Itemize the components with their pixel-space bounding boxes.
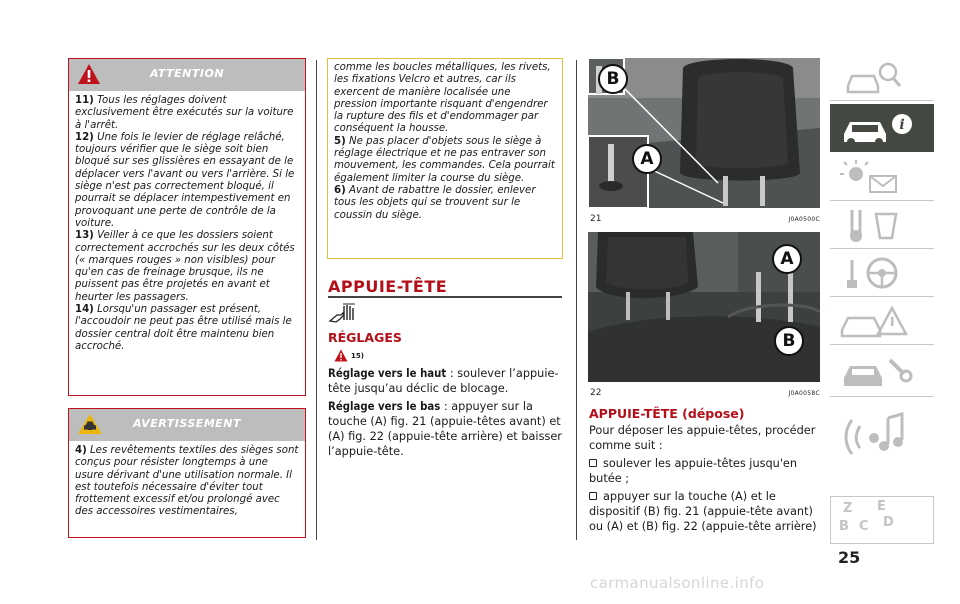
- figure-21-code: J0A0500C: [788, 216, 820, 223]
- continued-text: comme les boucles métalliques, les rivets, les fixations Velcro et autres, car ils exercent de manière localisée une pression importante risquant d'engendrer la rupture des fils et d'endommager par conséquent la housse.: [334, 62, 551, 135]
- depose-heading: APPUIE-TÊTE (dépose): [589, 406, 745, 421]
- figure-22-caption: [590, 388, 820, 398]
- sidebar-tab-index[interactable]: [830, 496, 934, 544]
- index-letter: Z: [843, 501, 853, 516]
- column-divider: [316, 60, 317, 540]
- index-letter: B: [839, 519, 849, 534]
- depose-bullet: soulever les appuie-têtes jusqu'en butée ;: [589, 457, 798, 485]
- attention-item: 14) Lorsqu'un passager est présent, l'accoudoir ne peut pas être utilisé mais le dossier central doit être maintenu bien accroché.: [75, 304, 292, 352]
- sidebar-tab-maintenance[interactable]: [830, 350, 934, 392]
- sidebar-separator: [830, 248, 934, 249]
- heading-rule: [328, 296, 562, 298]
- reglage-bas: Réglage vers le bas : appuyer sur la touche (A) fig. 21 (appuie-têtes avant) et (A) fig. 22 (appuie-tête arrière) et baisser l’appuie-tête.: [328, 400, 562, 458]
- sidebar-tab-starting-driving[interactable]: [830, 252, 934, 294]
- sidebar-separator: [830, 396, 934, 397]
- figure-22-label-b: B: [774, 326, 804, 356]
- sidebar-separator: [830, 200, 934, 201]
- watermark-text: carmanualsonline.info: [590, 574, 765, 592]
- figure-21-caption: [590, 214, 820, 224]
- avertissement-title: AVERTISSEMENT: [132, 417, 241, 430]
- warning-ref-number: 15): [351, 352, 364, 360]
- attention-title: ATTENTION: [149, 67, 225, 80]
- attention-item: 13) Veiller à ce que les dossiers soient correctement accrochés sur les deux côtés (« marques rouges » non visibles) pour qu'en cas de freinage brusque, ils ne puissent pas être projetés en avant et heurter les passagers.: [75, 230, 295, 303]
- bullet-icon: [589, 492, 597, 500]
- maintenance-icon: [830, 350, 934, 392]
- figure-21-label-a: A: [632, 144, 662, 174]
- car-info-icon: [830, 104, 934, 152]
- index-letter: C: [859, 519, 869, 534]
- index-letter: E: [877, 499, 886, 514]
- bullet-icon: [589, 459, 597, 467]
- svg-text:i: i: [899, 117, 905, 133]
- sidebar-tab-emergency[interactable]: [830, 300, 934, 342]
- continued-item: 5) Ne pas placer d'objets sous le siège à réglage électrique et ne pas entraver son mouvement, les commandes. Cela pourrait également limiter la course du siège.: [334, 135, 555, 184]
- reglages-text: [328, 366, 562, 462]
- continued-item: 6) Avant de rabattre le dossier, enlever tous les objets qui se trouvent sur le coussin du siège.: [334, 184, 536, 221]
- attention-item: 11) Tous les réglages doivent exclusivement être exécutés sur la voiture à l'arrêt.: [75, 95, 294, 131]
- dashboard-search-icon: [830, 56, 934, 98]
- avertissement-body: [69, 441, 305, 523]
- figure-22-number: 22: [590, 388, 602, 398]
- appuie-tete-heading: APPUIE-TÊTE: [328, 277, 448, 296]
- attention-box: [68, 58, 306, 396]
- steering-wheel-icon: [830, 252, 934, 294]
- depose-intro: Pour déposer les appuie-têtes, procéder comme suit :: [589, 424, 816, 452]
- reglages-heading: RÉGLAGES: [328, 330, 402, 345]
- warning-ref-icon: [334, 349, 348, 362]
- continued-warning-body: [328, 59, 562, 226]
- adjust-hand-icon: [328, 302, 358, 324]
- figure-21-image: [588, 58, 820, 208]
- depose-bullet: appuyer sur la touche (A) et le dispositif (B) fig. 21 (appuie-tête avant) ou (A) et (B) fig. 22 (appuie-tête arrière): [589, 490, 817, 533]
- attention-item: 12) Une fois le levier de réglage relâché, toujours vérifier que le siège soit bien bloqué sur ses glissières en essayant de le déplacer vers l'avant ou vers l'arrière. Si le siège n'est pas correctement bloqué, il pourrait se déplacer intempestivement en provoquant une perte de contrôle de la voiture.: [75, 131, 295, 229]
- lights-messages-icon: [830, 156, 934, 198]
- figure-22-label-a: A: [772, 244, 802, 274]
- reglage-haut: Réglage vers le haut : soulever l’appuie-tête jusqu’au déclic de blocage.: [328, 367, 559, 395]
- depose-text: [589, 423, 821, 537]
- emergency-icon: [830, 300, 934, 342]
- sidebar-tab-lights-messages[interactable]: [830, 156, 934, 198]
- sidebar-separator: [830, 344, 934, 345]
- avertissement-box: [68, 408, 306, 538]
- figure-22-code: J0A0058C: [788, 390, 820, 397]
- sidebar-tab-safety[interactable]: [830, 204, 934, 246]
- continued-warning-box: [327, 58, 563, 259]
- figure-22-image: [588, 232, 820, 382]
- multimedia-icon: [830, 404, 934, 488]
- figure-21-number: 21: [590, 214, 602, 224]
- index-letter: D: [883, 515, 894, 530]
- sidebar-tab-car-info[interactable]: [830, 104, 934, 152]
- sidebar-separator: [830, 296, 934, 297]
- attention-header: [69, 59, 305, 91]
- attention-body: [69, 91, 305, 357]
- avertissement-item: 4) Les revêtements textiles des sièges sont conçus pour résister longtemps à une usure dérivant d'une utilisation normale. Il est toutefois nécessaire d'éviter tout frottement excessif et/ou prolongé avec des accessoires vestimentaires,: [75, 445, 299, 518]
- avertissement-header: [69, 409, 305, 441]
- figure-21-label-b: B: [598, 64, 628, 94]
- safety-icon: [830, 204, 934, 246]
- column-divider: [576, 60, 577, 540]
- page-number: 25: [838, 548, 861, 567]
- sidebar-separator: [830, 100, 934, 101]
- sidebar-tab-dashboard[interactable]: [830, 56, 934, 98]
- sidebar-tab-multimedia[interactable]: [830, 404, 934, 488]
